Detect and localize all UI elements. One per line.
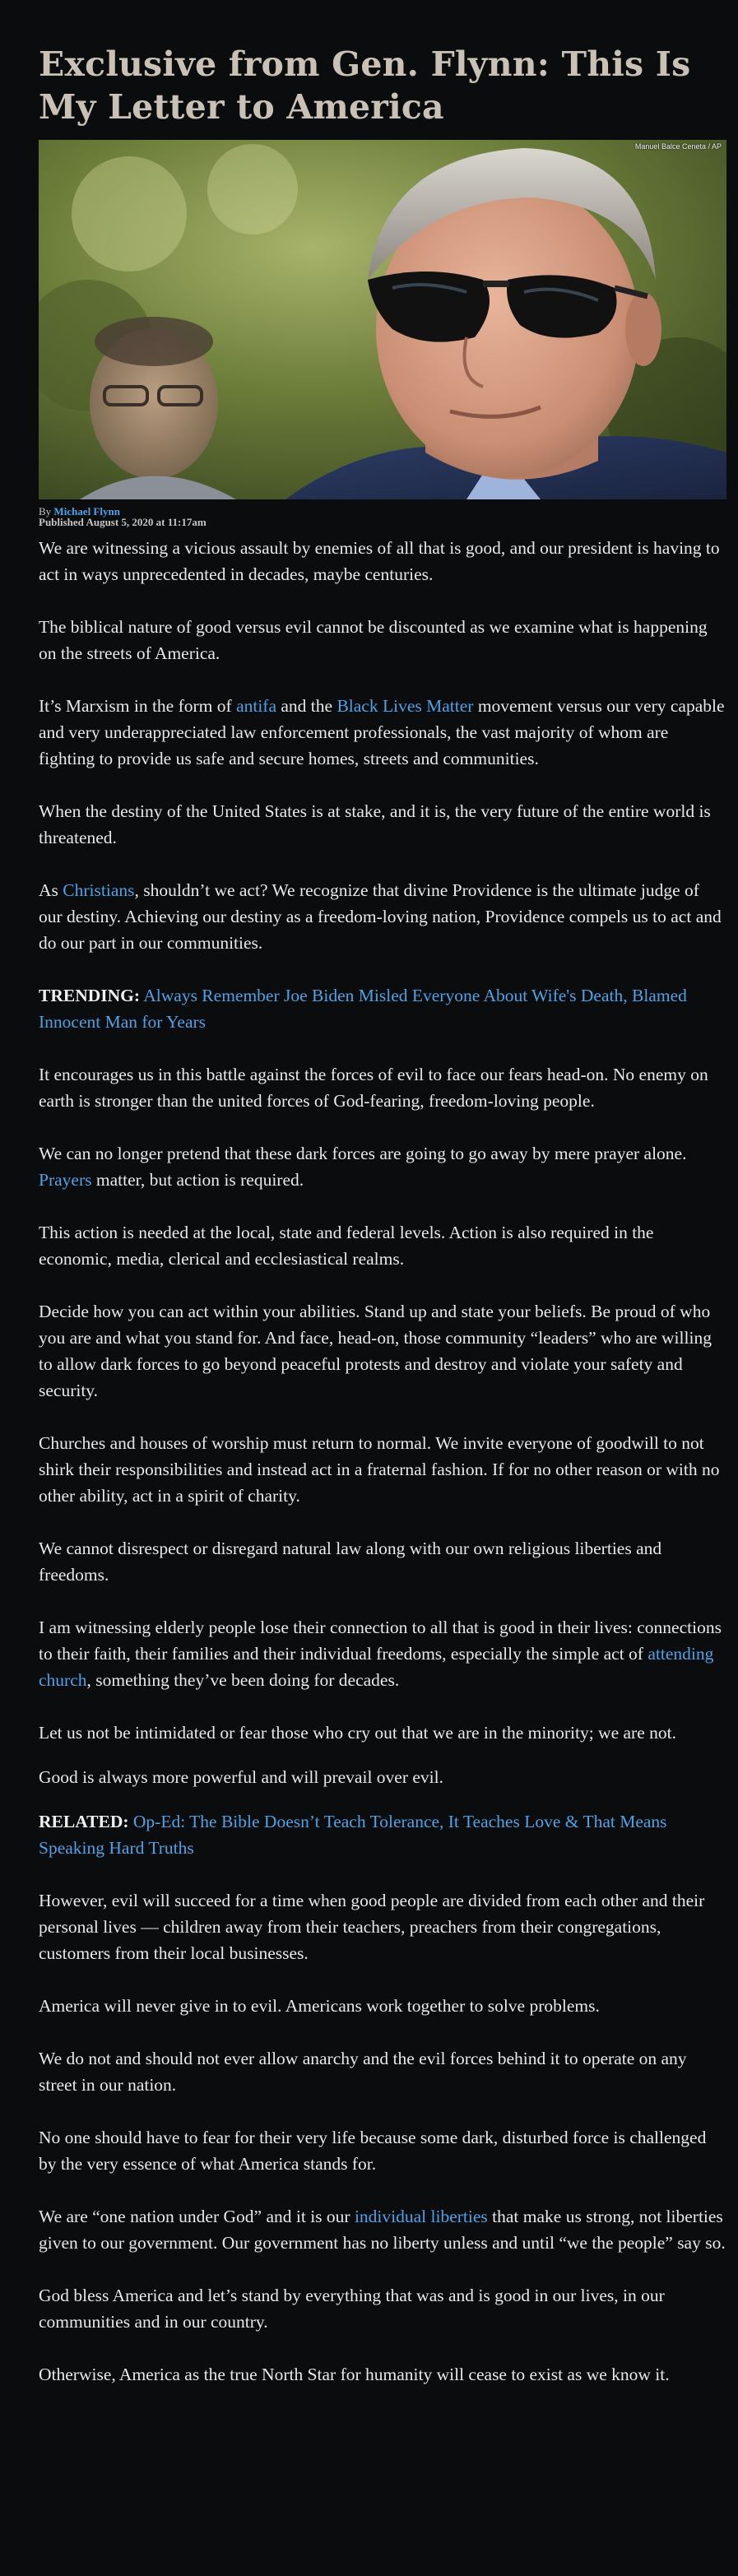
black-lives-matter-link[interactable]: Black Lives Matter <box>337 696 474 716</box>
paragraph: Decide how you can act within your abilities. Stand up and state your beliefs. Be proud of who you are and what you stand for. And face, head-on, those community “leaders” who are willing to allow dark forces to go beyond peaceful protests and destroy and violate your safety and security. <box>39 1302 712 1400</box>
paragraph <box>39 1614 726 1693</box>
published-date: Published August 5, 2020 at 11:17am <box>39 516 207 528</box>
paragraph: Let us not be intimidated or fear those who cry out that we are in the minority; we are not. <box>39 1723 676 1743</box>
individual-liberties-link[interactable]: individual liberties <box>354 2207 488 2226</box>
author-link[interactable]: Michael Flynn <box>53 505 120 518</box>
antifa-link[interactable]: antifa <box>236 696 277 716</box>
byline-prefix: By <box>39 505 54 518</box>
photo-credit: Manuel Balce Ceneta / AP <box>634 142 722 151</box>
article-photo <box>39 140 726 499</box>
text-span: I am witnessing elderly people lose their connection to all that is good in their lives: connections to their faith, their families and their individual freedoms, especially the simple act of <box>39 1618 722 1664</box>
christians-link[interactable]: Christians <box>63 880 135 900</box>
paragraph: No one should have to fear for their very life because some dark, disturbed force is challenged by the very essence of what America stands for. <box>39 2128 707 2174</box>
trending-label: TRENDING: <box>39 986 141 1005</box>
article-body <box>39 535 726 2388</box>
text-span: We can no longer pretend that these dark forces are going to go away by mere prayer alone. <box>39 1144 687 1163</box>
photo-illustration <box>39 140 726 499</box>
trending-callout <box>39 982 726 1035</box>
paragraph: Otherwise, America as the true North Star for humanity will cease to exist as we know it. <box>39 2365 670 2384</box>
paragraph: We do not and should not ever allow anarchy and the evil forces behind it to operate on any street in our nation. <box>39 2049 687 2095</box>
attending-church-link[interactable]: attending church <box>39 1644 714 1690</box>
paragraph: We are witnessing a vicious assault by enemies of all that is good, and our president is having to act in ways unprecedented in decades, maybe centuries. <box>39 538 720 584</box>
paragraph <box>39 1140 726 1193</box>
text-span: matter, but action is required. <box>91 1170 304 1190</box>
trending-link[interactable]: Always Remember Joe Biden Misled Everyone About Wife's Death, Blamed Innocent Man for Years <box>39 986 687 1032</box>
paragraph: God bless America and let’s stand by everything that was and is good in our lives, in our communities and in our country. <box>39 2286 665 2332</box>
paragraph: It encourages us in this battle against the forces of evil to face our fears head-on. No enemy on earth is stronger than the united forces of God-fearing, freedom-loving people. <box>39 1065 708 1111</box>
related-callout <box>39 1808 726 1861</box>
text-span: We are “one nation under God” and it is our <box>39 2207 355 2226</box>
text-span: As <box>39 880 63 900</box>
text-span: It’s Marxism in the form of <box>39 696 237 716</box>
headline: Exclusive from Gen. Flynn: This Is My Letter to America <box>39 44 691 127</box>
text-span: , shouldn’t we act? We recognize that divine Providence is the ultimate judge of our destiny. Achieving our destiny as a freedom-loving nation, Providence compels us to act and do our part in our communities. <box>39 880 722 953</box>
text-span: that make us strong, not liberties given to our government. Our government has no liberty unless and until “we the people” say so. <box>39 2207 726 2253</box>
paragraph: The biblical nature of good versus evil cannot be discounted as we examine what is happening on the streets of America. <box>39 617 708 663</box>
paragraph: We cannot disrespect or disregard natural law along with our own religious liberties and freedoms. <box>39 1539 662 1585</box>
paragraph <box>39 693 726 772</box>
paragraph: America will never give in to evil. Americans work together to solve problems. <box>39 1996 600 2016</box>
paragraph <box>39 877 726 956</box>
paragraph: Good is always more powerful and will prevail over evil. <box>39 1767 443 1787</box>
paragraph <box>39 2203 726 2256</box>
paragraph: When the destiny of the United States is at stake, and it is, the very future of the entire world is threatened. <box>39 801 711 847</box>
text-span: , something they’ve been doing for decades. <box>86 1670 400 1690</box>
paragraph: This action is needed at the local, state and federal levels. Action is also required in the economic, media, clerical and ecclesiastical realms. <box>39 1223 654 1269</box>
article <box>39 0 726 2414</box>
paragraph: However, evil will succeed for a time when good people are divided from each other and their personal lives — children away from their teachers, preachers from their congregations, customers from their local businesses. <box>39 1891 705 1963</box>
prayers-link[interactable]: Prayers <box>39 1170 92 1190</box>
text-span: movement versus our very capable and very underappreciated law enforcement professionals, the vast majority of whom are fighting to provide us safe and secure homes, streets and communities. <box>39 696 725 768</box>
related-link[interactable]: Op-Ed: The Bible Doesn’t Teach Tolerance, It Teaches Love & That Means Speaking Hard Truths <box>39 1812 667 1858</box>
related-label: RELATED: <box>39 1812 129 1831</box>
text-span: and the <box>276 696 337 716</box>
paragraph: Churches and houses of worship must return to normal. We invite everyone of goodwill to not shirk their responsibilities and instead act in a fraternal fashion. If for no other reason or with no other ability, act in a spirit of charity. <box>39 1433 720 1506</box>
